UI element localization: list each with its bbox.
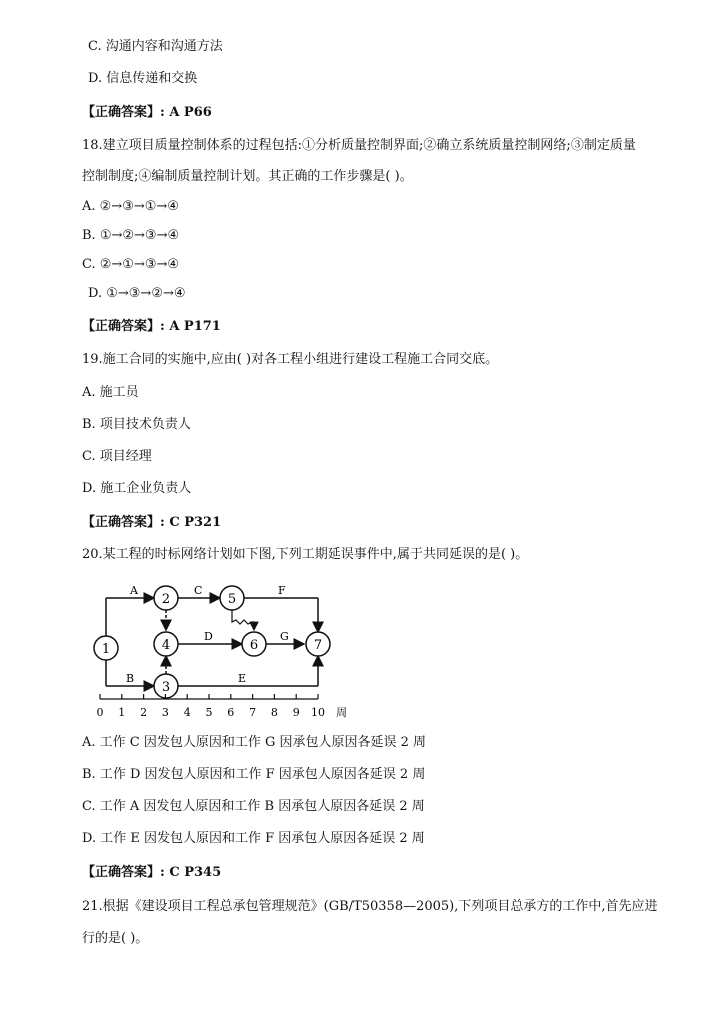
option-b: B. 工作 D 因发包人原因和工作 F 因承包人原因各延误 2 周 (82, 767, 426, 782)
svg-text:4: 4 (161, 638, 171, 653)
axis-tick-label: 7 (249, 706, 257, 719)
axis-tick-label: 0 (96, 706, 104, 719)
answer-line: 【正确答案】: A P171 (82, 319, 221, 334)
axis-tick-label: 6 (227, 706, 235, 719)
svg-text:1: 1 (101, 642, 111, 657)
svg-text:2: 2 (161, 592, 171, 607)
option-c: C. 项目经理 (82, 449, 152, 464)
diagram-node (242, 632, 266, 656)
axis-tick-label: 2 (140, 706, 148, 719)
question-21: 21.根据《建设项目工程总承包管理规范》(GB/T50358—2005),下列项目总承方的工作中,首先应进 (82, 899, 658, 914)
axis-tick-label: 1 (118, 706, 126, 719)
option-a: A. 工作 C 因发包人原因和工作 G 因承包人原因各延误 2 周 (82, 735, 427, 750)
question-21-cont: 行的是( )。 (82, 931, 149, 946)
option-d: D. 信息传递和交换 (88, 71, 198, 86)
activity-label: E (238, 672, 247, 685)
option-d: D. ①→③→②→④ (88, 286, 186, 301)
network-diagram (86, 582, 366, 722)
axis-tick-label: 8 (270, 706, 278, 719)
option-c: C. 沟通内容和沟通方法 (88, 39, 223, 54)
option-b: B. 项目技术负责人 (82, 417, 191, 432)
question-19: 19.施工合同的实施中,应由( )对各工程小组进行建设工程施工合同交底。 (82, 352, 499, 367)
diagram-node (94, 636, 118, 660)
option-c: C. ②→①→③→④ (82, 257, 180, 272)
activity-label: A (130, 584, 138, 597)
option-a: A. 施工员 (82, 385, 139, 400)
question-20: 20.某工程的时标网络计划如下图,下列工期延误事件中,属于共同延误的是( )。 (82, 547, 529, 562)
svg-text:5: 5 (227, 592, 237, 607)
activity-label: D (204, 630, 213, 643)
diagram-node (154, 632, 178, 656)
option-a: A. ②→③→①→④ (82, 199, 179, 214)
question-18: 18.建立项目质量控制体系的过程包括:①分析质量控制界面;②确立系统质量控制网络;③制定质量 (82, 138, 636, 153)
axis-tick-label: 3 (161, 706, 169, 719)
svg-text:6: 6 (249, 638, 259, 653)
activity-label: C (194, 584, 203, 597)
svg-text:3: 3 (161, 680, 171, 695)
svg-text:7: 7 (313, 638, 323, 653)
activity-label: B (126, 672, 135, 685)
answer-line: 【正确答案】: C P321 (82, 515, 222, 530)
axis-tick-label: 10 (311, 706, 325, 719)
activity-label: F (278, 584, 286, 597)
option-d: D. 施工企业负责人 (82, 481, 192, 496)
activity-label: G (280, 630, 289, 643)
diagram-node (306, 632, 330, 656)
axis-tick-label: 4 (183, 706, 191, 719)
axis-unit: 周 (336, 706, 347, 719)
option-d: D. 工作 E 因发包人原因和工作 F 因承包人原因各延误 2 周 (82, 831, 425, 846)
axis-tick-label: 5 (205, 706, 213, 719)
option-c: C. 工作 A 因发包人原因和工作 B 因承包人原因各延误 2 周 (82, 799, 425, 814)
option-b: B. ①→②→③→④ (82, 228, 180, 243)
answer-line: 【正确答案】: C P345 (82, 865, 222, 880)
diagram-node (154, 586, 178, 610)
question-18-cont: 控制制度;④编制质量控制计划。其正确的工作步骤是( )。 (82, 169, 413, 184)
axis-tick-label: 9 (292, 706, 300, 719)
answer-line: 【正确答案】: A P66 (82, 105, 212, 120)
axis-ticks (97, 694, 326, 719)
diagram-wave-arrow (232, 610, 254, 630)
diagram-node (220, 586, 244, 610)
